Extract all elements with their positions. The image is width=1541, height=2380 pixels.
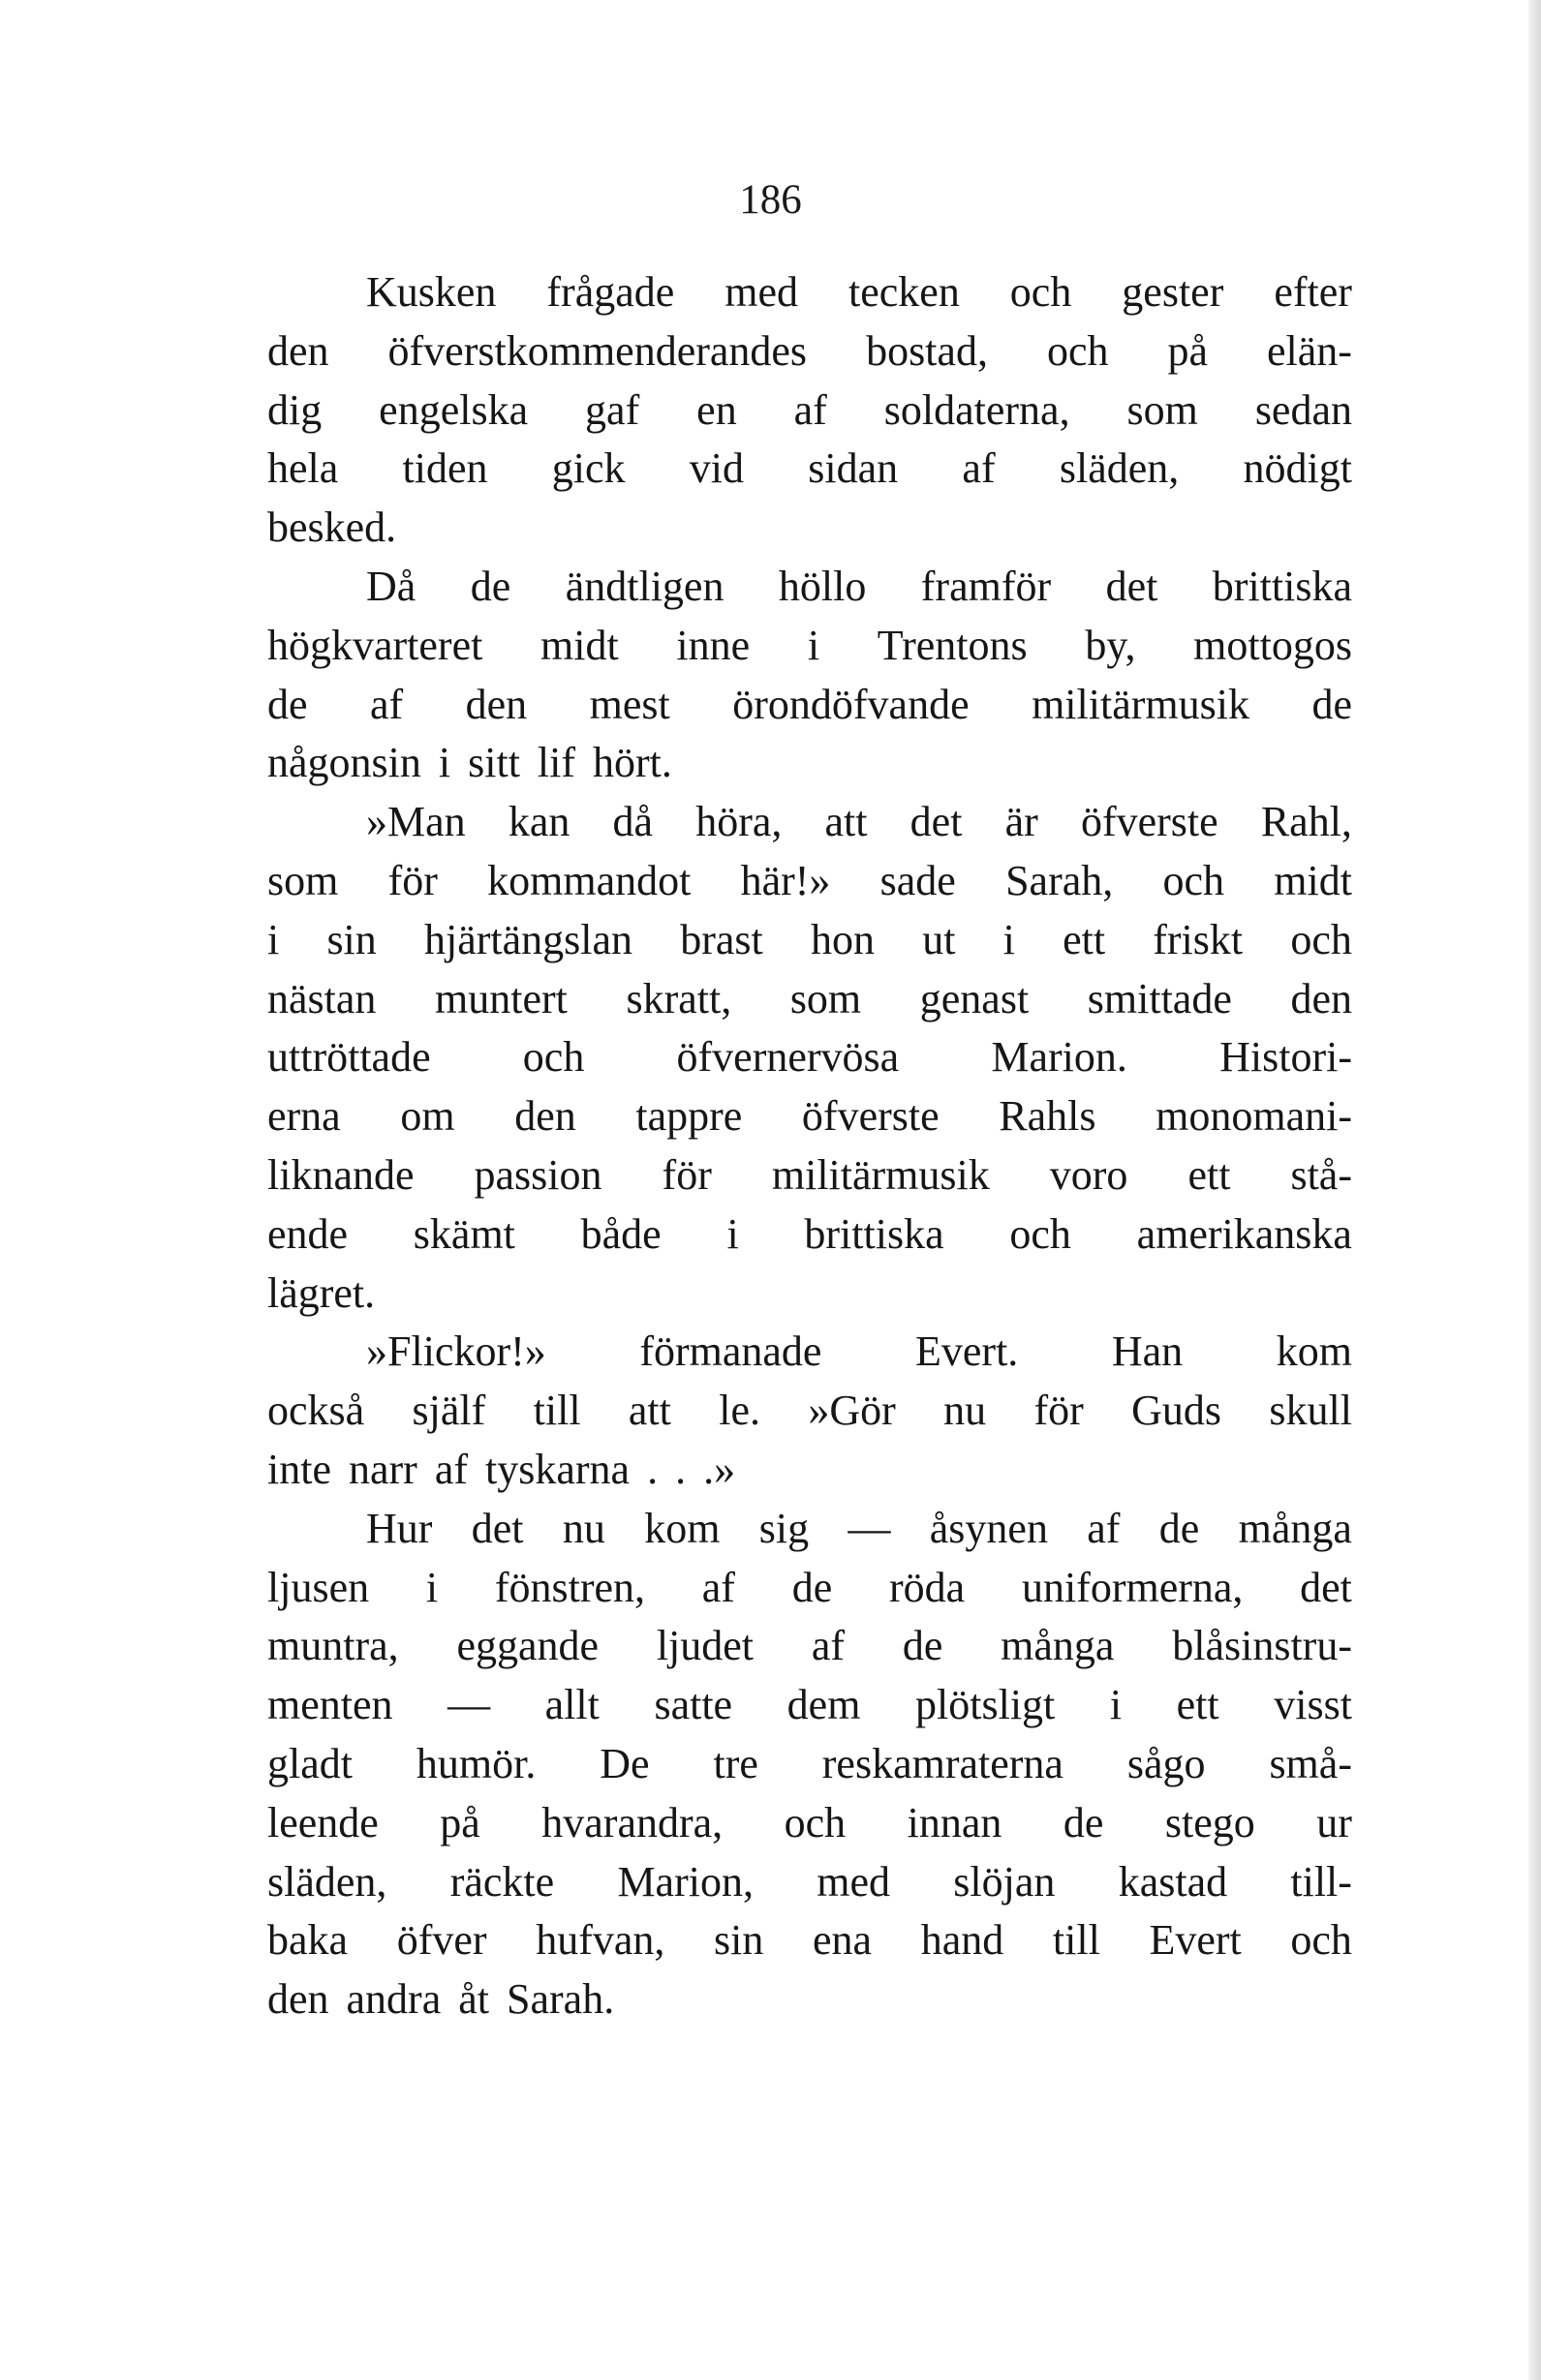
word: själf (412, 1387, 486, 1435)
word: höra, (695, 798, 783, 846)
word: hon (810, 915, 875, 963)
word: ljusen (267, 1563, 370, 1611)
word: tecken (848, 268, 960, 316)
word: sade (879, 856, 956, 904)
word: »Flickor!» (366, 1327, 546, 1376)
word: Histori- (1219, 1033, 1352, 1082)
word: någonsin (267, 739, 421, 787)
word: tiden (402, 444, 488, 493)
word: hela (267, 444, 339, 493)
word: af (370, 680, 404, 728)
word: gester (1122, 268, 1224, 316)
word: narr (348, 1445, 417, 1493)
word: soldaterna, (883, 385, 1070, 434)
word: framför (920, 562, 1052, 610)
text-line (267, 1617, 1352, 1676)
word: efter (1274, 268, 1352, 316)
page-edge-shadow (1528, 0, 1541, 2380)
word: Han (1111, 1327, 1184, 1376)
word: Kusken (366, 268, 497, 316)
word: då (612, 798, 654, 846)
word: lägret. (267, 1268, 376, 1317)
word: eggande (456, 1622, 600, 1670)
word: och (1290, 1916, 1352, 1965)
word: de (791, 1563, 833, 1611)
word: röda (889, 1563, 966, 1611)
word: ena (813, 1916, 873, 1965)
word: åt (458, 1975, 490, 2024)
word: och (1009, 268, 1072, 316)
word: sig (758, 1504, 810, 1552)
word: det (1105, 562, 1158, 610)
word: af (1087, 1504, 1121, 1552)
word: De (600, 1739, 650, 1787)
word: sidan (808, 444, 899, 493)
word: baka (267, 1916, 349, 1965)
word: Evert. (915, 1327, 1019, 1376)
word: Hur (366, 1504, 433, 1552)
text-line (267, 322, 1352, 381)
word: de (470, 562, 511, 610)
word: kom (1276, 1327, 1352, 1376)
word: de (1311, 680, 1352, 728)
word: slöjan (953, 1857, 1056, 1906)
text-line (267, 1146, 1352, 1205)
word: den (1290, 974, 1352, 1022)
word: räckte (449, 1857, 555, 1906)
word: genast (919, 974, 1030, 1022)
word: dem (786, 1681, 861, 1729)
word: leende (267, 1798, 379, 1846)
text-line (267, 1323, 1352, 1382)
word: bostad, (866, 326, 988, 375)
word: allt (544, 1681, 600, 1729)
word: som (267, 856, 339, 904)
word: hjärtängslan (424, 915, 633, 963)
text-line (267, 970, 1352, 1029)
text-line (267, 263, 1352, 322)
word: uttröttade (267, 1033, 431, 1082)
word: kommandot (487, 856, 692, 904)
word: åsynen (929, 1504, 1048, 1552)
word: hvarandra, (541, 1798, 724, 1846)
word: gick (551, 444, 626, 493)
word: skratt, (626, 974, 732, 1022)
word: sedan (1254, 385, 1352, 434)
word: hufvan, (536, 1916, 665, 1965)
word: »Man (366, 798, 466, 846)
text-line (267, 1205, 1352, 1265)
word: till- (1290, 1857, 1352, 1906)
word: förmanade (639, 1327, 822, 1376)
word: släden, (1059, 444, 1180, 493)
word: den (267, 326, 329, 375)
word: en (696, 385, 737, 434)
word: den (465, 680, 528, 728)
word: friskt (1153, 915, 1244, 963)
text-line (267, 499, 1352, 558)
word: med (817, 1857, 891, 1906)
word: de (1063, 1798, 1104, 1846)
word: af (811, 1622, 846, 1670)
word: monomani- (1156, 1092, 1352, 1141)
word: till (533, 1387, 581, 1435)
word: i (267, 915, 280, 963)
text-line (267, 1559, 1352, 1618)
word: öfver (396, 1916, 487, 1965)
word: mest (589, 680, 670, 728)
word: tappre (635, 1092, 743, 1141)
word: stego (1164, 1798, 1255, 1846)
word: och (522, 1033, 585, 1082)
word: reskamraterna (821, 1739, 1063, 1787)
word: det (1300, 1563, 1352, 1611)
word: Rahl, (1260, 798, 1352, 846)
word: af (793, 385, 827, 434)
word: också (267, 1387, 365, 1435)
word: Marion. (991, 1033, 1127, 1082)
word: .» (703, 1445, 736, 1493)
word: och (784, 1798, 847, 1846)
text-line (267, 734, 1352, 793)
word: öfverstkommenderandes (387, 326, 808, 375)
word: militärmusik (771, 1150, 990, 1199)
word: nu (943, 1387, 987, 1435)
word: Sarah. (507, 1975, 615, 2024)
word: besked. (267, 503, 397, 552)
word: ett (1063, 915, 1106, 963)
word: smittade (1087, 974, 1232, 1022)
word: sin (714, 1916, 764, 1965)
word: by, (1085, 621, 1136, 669)
word: släden, (267, 1857, 387, 1906)
word: af (434, 1445, 469, 1493)
word: dig (267, 385, 323, 434)
word: engelska (379, 385, 529, 434)
word: muntra, (267, 1622, 399, 1670)
word: Guds (1131, 1387, 1222, 1435)
word: passion (474, 1150, 602, 1199)
word: elän- (1267, 326, 1352, 375)
word: ändtligen (565, 562, 724, 610)
word: som (789, 974, 862, 1022)
text-line (267, 1265, 1352, 1324)
body-text (267, 263, 1352, 2029)
word: voro (1049, 1150, 1128, 1199)
word: om (400, 1092, 455, 1141)
word: Marion, (617, 1857, 754, 1906)
word: för (662, 1150, 712, 1199)
word: ur (1316, 1798, 1352, 1846)
word: sågo (1126, 1739, 1206, 1787)
word: i (438, 739, 451, 787)
word: vid (689, 444, 745, 493)
word: de (902, 1622, 943, 1670)
word: och (1290, 915, 1352, 963)
word: midt (540, 621, 619, 669)
word: plötsligt (915, 1681, 1056, 1729)
word: af (962, 444, 996, 493)
word: lif (537, 739, 576, 787)
word: små- (1269, 1739, 1352, 1787)
word: ende (267, 1209, 349, 1258)
word: liknande (267, 1150, 415, 1199)
word: det (909, 798, 963, 846)
word: på (440, 1798, 480, 1846)
word: le. (719, 1387, 760, 1435)
word: midt (1274, 856, 1352, 904)
word: de (267, 680, 308, 728)
text-line (267, 1735, 1352, 1794)
word: Sarah, (1005, 856, 1114, 904)
word: högkvarteret (267, 621, 483, 669)
word: som (1126, 385, 1198, 434)
word: — (447, 1681, 491, 1729)
word: tyskarna (485, 1445, 631, 1493)
word: amerikanska (1136, 1209, 1352, 1258)
word: humör. (416, 1739, 537, 1787)
word: uniformerna, (1021, 1563, 1244, 1611)
word: sitt (468, 739, 520, 787)
word: den (514, 1092, 576, 1141)
word: höllo (778, 562, 867, 610)
word: för (1033, 1387, 1084, 1435)
text-line (267, 1911, 1352, 1970)
word: på (1167, 326, 1209, 375)
word: med (724, 268, 799, 316)
word: den (267, 1975, 329, 2024)
text-line (267, 1087, 1352, 1146)
word: militärmusik (1032, 680, 1249, 728)
word: och (1046, 326, 1109, 375)
word: att (628, 1387, 671, 1435)
word: ljudet (656, 1622, 755, 1670)
word: och (1162, 856, 1225, 904)
word: många (1001, 1622, 1115, 1670)
text-line (267, 1028, 1352, 1087)
word: Evert (1149, 1916, 1242, 1965)
word: örondöfvande (732, 680, 970, 728)
word: blåsinstru- (1172, 1622, 1352, 1670)
word: — (848, 1504, 891, 1552)
word: gaf (585, 385, 640, 434)
word: hört. (593, 739, 672, 787)
word: erna (267, 1092, 341, 1141)
word: är (1004, 798, 1038, 846)
word: ett (1187, 1150, 1231, 1199)
text-line (267, 440, 1352, 499)
word: inne (676, 621, 751, 669)
word: muntert (435, 974, 568, 1022)
page-number: 186 (739, 177, 802, 223)
text-line (267, 676, 1352, 735)
word: öfverste (801, 1092, 940, 1141)
word: Då (366, 562, 416, 610)
word: skull (1269, 1387, 1352, 1435)
word: att (824, 798, 868, 846)
word: till (1052, 1916, 1100, 1965)
text-line (267, 793, 1352, 852)
word: här!» (740, 856, 831, 904)
word: för (387, 856, 438, 904)
word: Rahls (999, 1092, 1096, 1141)
text-line (267, 1676, 1352, 1735)
word: nödigt (1243, 444, 1352, 493)
word: kan (508, 798, 570, 846)
text-line (267, 1441, 1352, 1500)
word: skämt (413, 1209, 515, 1258)
word: »Gör (808, 1387, 896, 1435)
word: brittiska (804, 1209, 944, 1258)
word: satte (654, 1681, 733, 1729)
text-line (267, 852, 1352, 911)
word: i (1002, 915, 1015, 963)
word: i (807, 621, 820, 669)
word: nu (562, 1504, 605, 1552)
word: Trentons (877, 621, 1028, 669)
word: många (1238, 1504, 1352, 1552)
word: de (1158, 1504, 1200, 1552)
text-line (267, 1853, 1352, 1912)
word: tre (713, 1739, 758, 1787)
word: öfverste (1080, 798, 1218, 846)
word: brittiska (1212, 562, 1352, 610)
word: nästan (267, 974, 377, 1022)
word: andra (346, 1975, 442, 2024)
word: af (701, 1563, 735, 1611)
word: ut (922, 915, 956, 963)
text-line (267, 1794, 1352, 1853)
word: ett (1176, 1681, 1219, 1729)
word: innan (907, 1798, 1002, 1846)
text-line (267, 1970, 1352, 2029)
word: brast (680, 915, 763, 963)
word: menten (267, 1681, 393, 1729)
word: gladt (267, 1739, 353, 1787)
word: öfvernervösa (676, 1033, 900, 1082)
word: . (675, 1445, 687, 1493)
text-line (267, 1382, 1352, 1441)
word: kom (644, 1504, 721, 1552)
word: hand (920, 1916, 1004, 1965)
word: i (726, 1209, 739, 1258)
text-line (267, 381, 1352, 441)
text-line (267, 558, 1352, 617)
word: fönstren, (494, 1563, 646, 1611)
word: både (580, 1209, 662, 1258)
word: det (471, 1504, 524, 1552)
text-line (267, 1500, 1352, 1559)
word: och (1009, 1209, 1071, 1258)
text-line (267, 911, 1352, 970)
word: frågade (546, 268, 675, 316)
word: kastad (1118, 1857, 1228, 1906)
word: i (425, 1563, 439, 1611)
word: sin (326, 915, 377, 963)
word: visst (1274, 1681, 1352, 1729)
word: . (647, 1445, 659, 1493)
word: stå- (1290, 1150, 1352, 1199)
word: mottogos (1193, 621, 1352, 669)
word: i (1109, 1681, 1123, 1729)
text-line (267, 617, 1352, 676)
word: inte (267, 1445, 331, 1493)
